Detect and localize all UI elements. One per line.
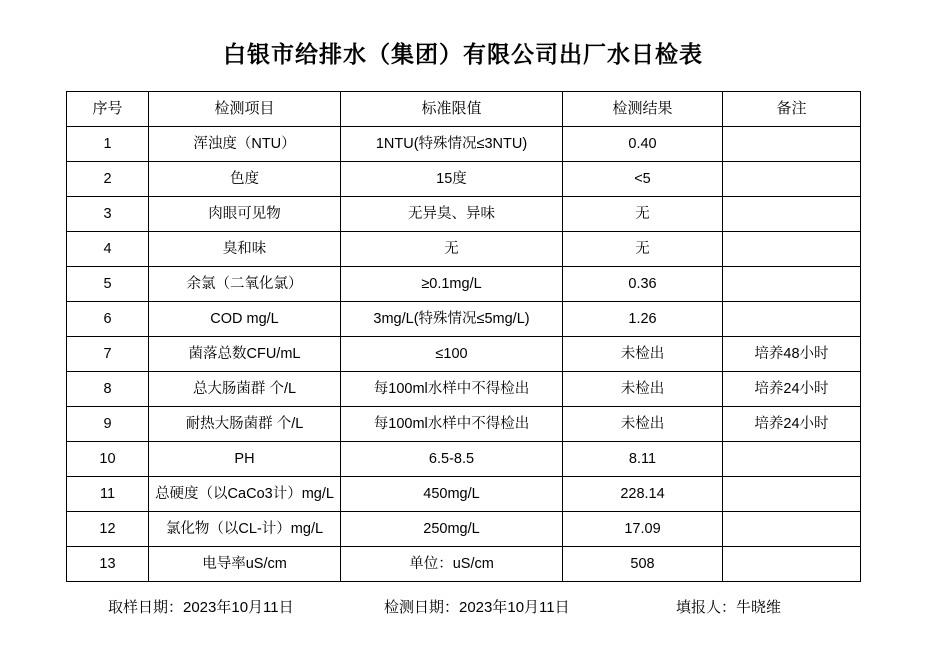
column-header-result: 检测结果 [563, 92, 723, 127]
table-row [67, 267, 861, 302]
page-title: 白银市给排水（集团）有限公司出厂水日检表 [223, 42, 703, 67]
cell-std: ≤100 [341, 337, 563, 372]
cell-index: 3 [67, 197, 149, 232]
testing-date: 检测日期：2023年10月11日 [384, 599, 570, 616]
cell-result: 508 [563, 547, 723, 582]
cell-result: 无 [563, 197, 723, 232]
cell-note [723, 232, 861, 267]
cell-item: 氯化物（以CL-计）mg/L [149, 512, 341, 547]
cell-item: 浑浊度（NTU） [149, 127, 341, 162]
cell-index: 2 [67, 162, 149, 197]
table-row [67, 337, 861, 372]
cell-item: 菌落总数CFU/mL [149, 337, 341, 372]
cell-std: 15度 [341, 162, 563, 197]
cell-item: 肉眼可见物 [149, 197, 341, 232]
cell-item: 总硬度（以CaCo3计）mg/L [149, 477, 341, 512]
cell-result: 228.14 [563, 477, 723, 512]
cell-item: COD mg/L [149, 302, 341, 337]
cell-result: 未检出 [563, 337, 723, 372]
cell-note [723, 302, 861, 337]
table-row [67, 372, 861, 407]
cell-index: 7 [67, 337, 149, 372]
cell-index: 5 [67, 267, 149, 302]
cell-result: 17.09 [563, 512, 723, 547]
cell-index: 9 [67, 407, 149, 442]
cell-std: 每100ml水样中不得检出 [341, 372, 563, 407]
cell-item: 色度 [149, 162, 341, 197]
cell-result: 0.36 [563, 267, 723, 302]
cell-note: 培养24小时 [723, 372, 861, 407]
document-page [0, 36, 926, 646]
cell-result: 未检出 [563, 372, 723, 407]
cell-note [723, 162, 861, 197]
cell-index: 6 [67, 302, 149, 337]
table-row [67, 302, 861, 337]
cell-note [723, 512, 861, 547]
reporter-name: 填报人：牛晓维 [676, 599, 782, 616]
table-row [67, 547, 861, 582]
cell-note [723, 127, 861, 162]
cell-item: 电导率uS/cm [149, 547, 341, 582]
table-body [67, 127, 861, 582]
cell-result: 0.40 [563, 127, 723, 162]
cell-std: 1NTU(特殊情况≤3NTU) [341, 127, 563, 162]
cell-std: 每100ml水样中不得检出 [341, 407, 563, 442]
column-header-std: 标准限值 [341, 92, 563, 127]
cell-index: 1 [67, 127, 149, 162]
cell-index: 8 [67, 372, 149, 407]
cell-note [723, 477, 861, 512]
water-test-table [66, 91, 861, 582]
cell-std: 3mg/L(特殊情况≤5mg/L) [341, 302, 563, 337]
cell-index: 12 [67, 512, 149, 547]
column-header-index: 序号 [67, 92, 149, 127]
cell-index: 13 [67, 547, 149, 582]
cell-note [723, 547, 861, 582]
column-header-note: 备注 [723, 92, 861, 127]
table-row [67, 162, 861, 197]
sampling-date: 取样日期：2023年10月11日 [108, 599, 294, 616]
report-table-container [66, 91, 860, 582]
cell-index: 4 [67, 232, 149, 267]
cell-index: 10 [67, 442, 149, 477]
cell-item: 余氯（二氧化氯） [149, 267, 341, 302]
table-row [67, 232, 861, 267]
table-row [67, 512, 861, 547]
table-row [67, 197, 861, 232]
footer-info [66, 596, 860, 617]
cell-result: <5 [563, 162, 723, 197]
cell-std: ≥0.1mg/L [341, 267, 563, 302]
cell-note [723, 197, 861, 232]
cell-std: 无异臭、异味 [341, 197, 563, 232]
table-row [67, 127, 861, 162]
table-header [67, 92, 861, 127]
table-row [67, 442, 861, 477]
cell-item: 总大肠菌群 个/L [149, 372, 341, 407]
table-row [67, 407, 861, 442]
cell-item: PH [149, 442, 341, 477]
cell-std: 无 [341, 232, 563, 267]
cell-result: 无 [563, 232, 723, 267]
cell-std: 单位：uS/cm [341, 547, 563, 582]
cell-std: 450mg/L [341, 477, 563, 512]
cell-note [723, 267, 861, 302]
cell-std: 250mg/L [341, 512, 563, 547]
cell-item: 耐热大肠菌群 个/L [149, 407, 341, 442]
table-row [67, 477, 861, 512]
cell-item: 臭和味 [149, 232, 341, 267]
cell-note: 培养48小时 [723, 337, 861, 372]
cell-note: 培养24小时 [723, 407, 861, 442]
cell-std: 6.5-8.5 [341, 442, 563, 477]
table-header-row [67, 92, 861, 127]
cell-result: 1.26 [563, 302, 723, 337]
cell-note [723, 442, 861, 477]
column-header-item: 检测项目 [149, 92, 341, 127]
cell-result: 未检出 [563, 407, 723, 442]
cell-index: 11 [67, 477, 149, 512]
cell-result: 8.11 [563, 442, 723, 477]
